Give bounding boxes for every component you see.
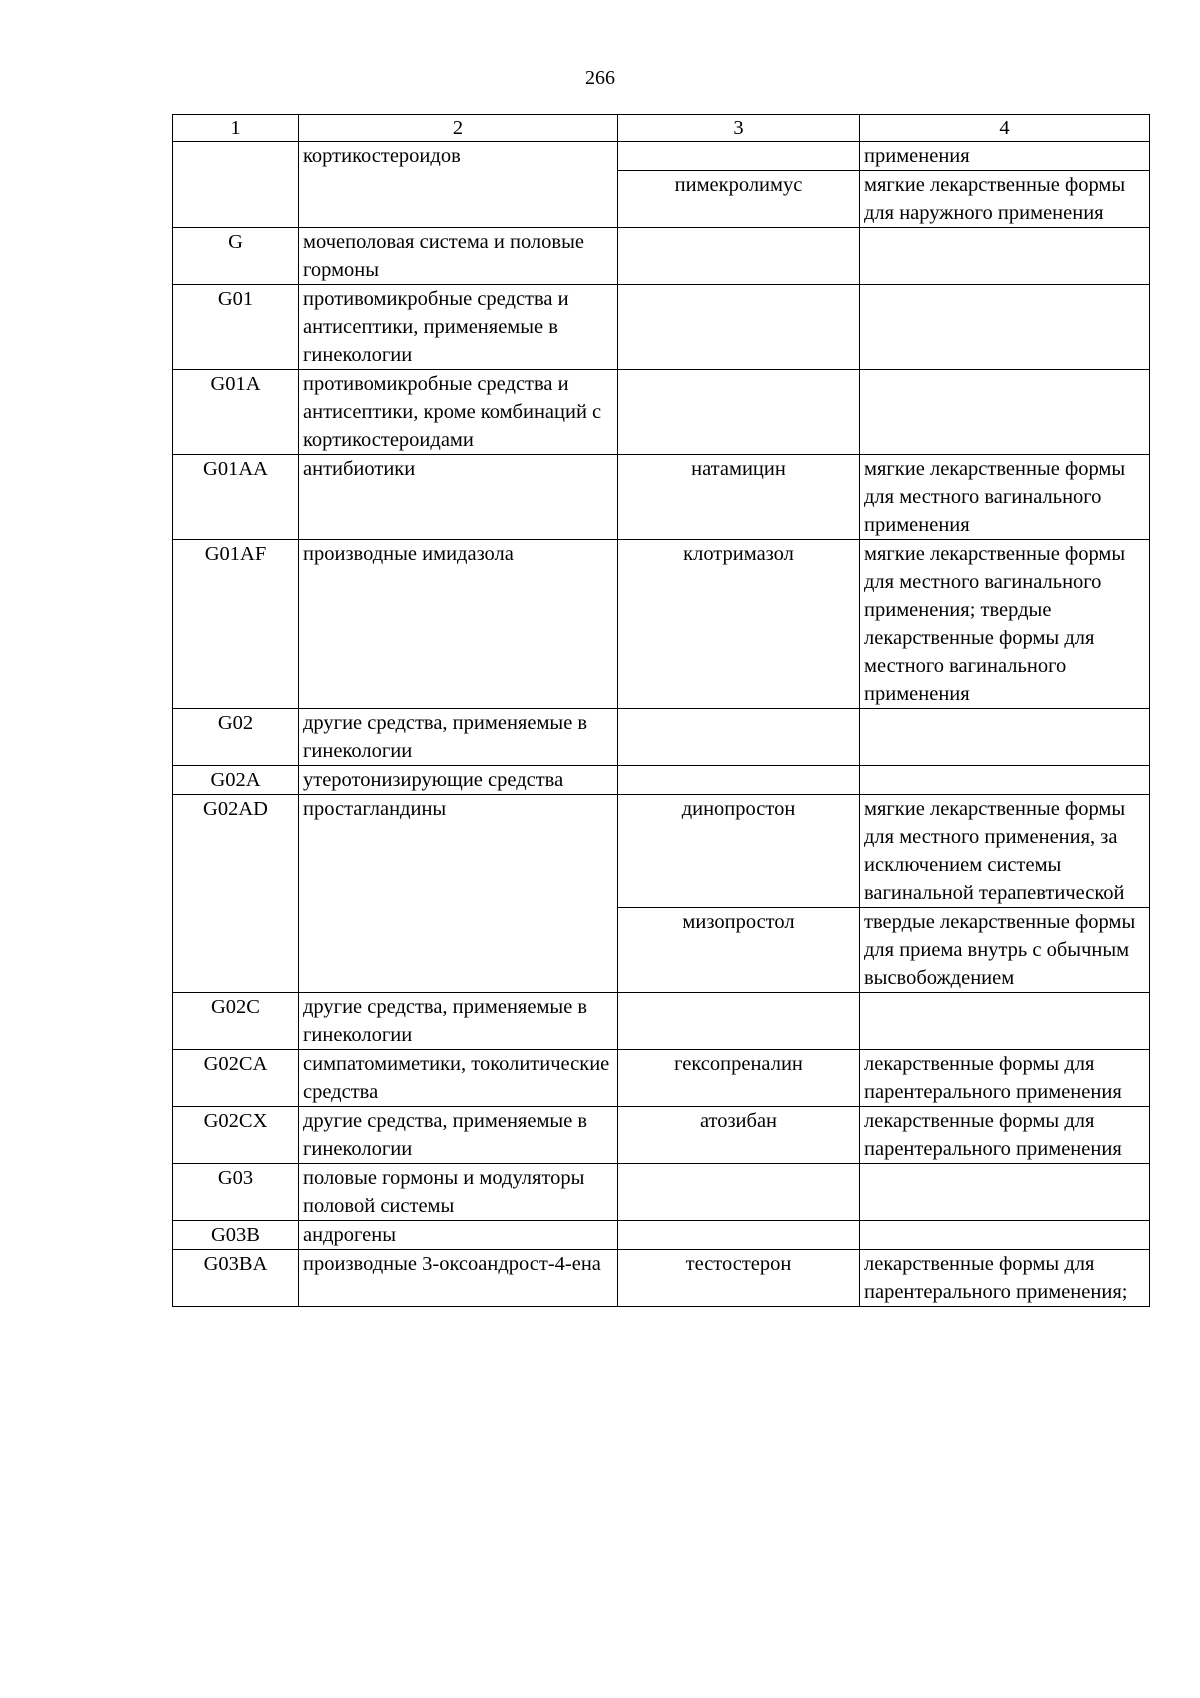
group-description-cell: антибиотики xyxy=(299,455,618,540)
dosage-form-cell xyxy=(860,285,1150,370)
atc-code-cell: G xyxy=(173,228,299,285)
dosage-form-cell xyxy=(860,1164,1150,1221)
table-row xyxy=(173,370,1150,455)
dosage-form-cell: мягкие лекарственные формы для наружного применения xyxy=(860,171,1150,228)
column-header-4: 4 xyxy=(860,115,1150,142)
dosage-form-cell: мягкие лекарственные формы для местного вагинального применения; твердые лекарственные формы для местного вагинального применения xyxy=(860,540,1150,709)
table-row xyxy=(173,1107,1150,1164)
drug-name-cell xyxy=(618,370,860,455)
group-description-cell: производные 3-оксоандрост-4-ена xyxy=(299,1250,618,1307)
drug-name-cell xyxy=(618,1221,860,1250)
column-header-1: 1 xyxy=(173,115,299,142)
atc-code-cell: G02C xyxy=(173,993,299,1050)
dosage-form-cell: применения xyxy=(860,142,1150,171)
drug-name-cell xyxy=(618,766,860,795)
atc-code-cell: G03BA xyxy=(173,1250,299,1307)
table-row xyxy=(173,285,1150,370)
group-description-cell: андрогены xyxy=(299,1221,618,1250)
drug-name-cell: тестостерон xyxy=(618,1250,860,1307)
dosage-form-cell: мягкие лекарственные формы для местного вагинального применения xyxy=(860,455,1150,540)
table-row xyxy=(173,540,1150,709)
atc-code-cell: G03 xyxy=(173,1164,299,1221)
table-row xyxy=(173,766,1150,795)
group-description-cell: простагландины xyxy=(299,795,618,993)
drug-name-cell: пимекролимус xyxy=(618,171,860,228)
dosage-form-cell xyxy=(860,1221,1150,1250)
atc-code-cell: G02AD xyxy=(173,795,299,993)
table-row xyxy=(173,1050,1150,1107)
group-description-cell: другие средства, применяемые в гинекологии xyxy=(299,709,618,766)
table-row xyxy=(173,1221,1150,1250)
drug-name-cell xyxy=(618,285,860,370)
page-number: 266 xyxy=(585,67,615,89)
atc-code-cell: G01AA xyxy=(173,455,299,540)
drug-name-cell: натамицин xyxy=(618,455,860,540)
table-header-row xyxy=(173,115,1150,142)
atc-code-cell: G02A xyxy=(173,766,299,795)
group-description-cell: кортикостероидов xyxy=(299,142,618,228)
drug-name-cell: мизопростол xyxy=(618,908,860,993)
drug-classification-table xyxy=(172,114,1150,1307)
group-description-cell: мочеполовая система и половые гормоны xyxy=(299,228,618,285)
column-header-2: 2 xyxy=(299,115,618,142)
drug-name-cell xyxy=(618,228,860,285)
table-row xyxy=(173,993,1150,1050)
atc-code-cell: G01 xyxy=(173,285,299,370)
dosage-form-cell: твердые лекарственные формы для приема внутрь с обычным высвобождением xyxy=(860,908,1150,993)
table-row xyxy=(173,709,1150,766)
drug-name-cell: клотримазол xyxy=(618,540,860,709)
group-description-cell: половые гормоны и модуляторы половой системы xyxy=(299,1164,618,1221)
dosage-form-cell: лекарственные формы для парентерального применения xyxy=(860,1050,1150,1107)
drug-name-cell: атозибан xyxy=(618,1107,860,1164)
drug-name-cell: динопростон xyxy=(618,795,860,908)
group-description-cell: другие средства, применяемые в гинекологии xyxy=(299,1107,618,1164)
atc-code-cell: G03B xyxy=(173,1221,299,1250)
column-header-3: 3 xyxy=(618,115,860,142)
dosage-form-cell: лекарственные формы для парентерального применения; xyxy=(860,1250,1150,1307)
group-description-cell: другие средства, применяемые в гинекологии xyxy=(299,993,618,1050)
dosage-form-cell xyxy=(860,709,1150,766)
drug-name-cell xyxy=(618,142,860,171)
table-row xyxy=(173,142,1150,171)
table-row xyxy=(173,795,1150,908)
group-description-cell: симпатомиметики, токолитические средства xyxy=(299,1050,618,1107)
group-description-cell: противомикробные средства и антисептики, кроме комбинаций с кортикостероидами xyxy=(299,370,618,455)
dosage-form-cell xyxy=(860,766,1150,795)
table-row xyxy=(173,228,1150,285)
atc-code-cell xyxy=(173,142,299,228)
group-description-cell: производные имидазола xyxy=(299,540,618,709)
drug-name-cell xyxy=(618,993,860,1050)
drug-name-cell: гексопреналин xyxy=(618,1050,860,1107)
dosage-form-cell: лекарственные формы для парентерального применения xyxy=(860,1107,1150,1164)
table-row xyxy=(173,1250,1150,1307)
atc-code-cell: G01AF xyxy=(173,540,299,709)
drug-name-cell xyxy=(618,709,860,766)
dosage-form-cell xyxy=(860,993,1150,1050)
atc-code-cell: G01A xyxy=(173,370,299,455)
atc-code-cell: G02CA xyxy=(173,1050,299,1107)
table-row xyxy=(173,1164,1150,1221)
atc-code-cell: G02CX xyxy=(173,1107,299,1164)
drug-name-cell xyxy=(618,1164,860,1221)
atc-code-cell: G02 xyxy=(173,709,299,766)
dosage-form-cell xyxy=(860,228,1150,285)
table-row xyxy=(173,455,1150,540)
group-description-cell: противомикробные средства и антисептики, применяемые в гинекологии xyxy=(299,285,618,370)
group-description-cell: утеротонизирующие средства xyxy=(299,766,618,795)
dosage-form-cell: мягкие лекарственные формы для местного применения, за исключением системы вагинальной терапевтической xyxy=(860,795,1150,908)
dosage-form-cell xyxy=(860,370,1150,455)
